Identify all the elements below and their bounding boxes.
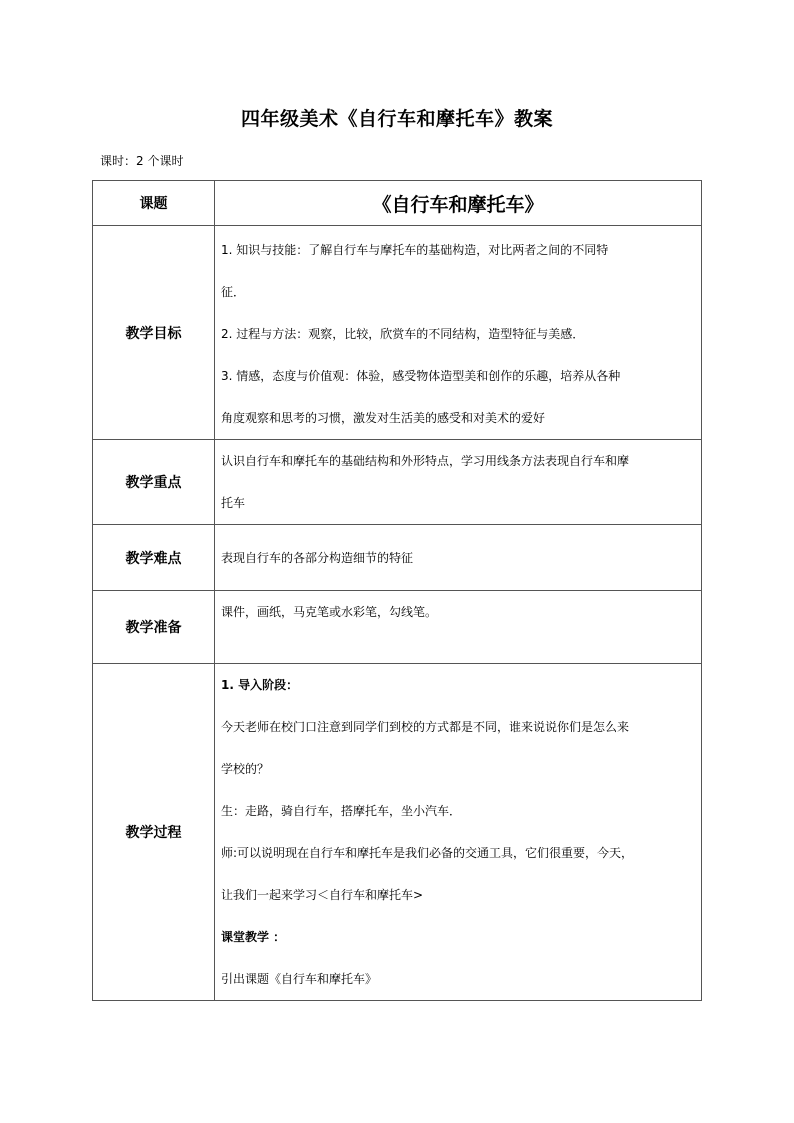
process-line: 让我们一起来学习＜自行车和摩托车>	[221, 888, 424, 902]
table-row-topic	[93, 181, 702, 226]
label-topic: 课题	[93, 181, 215, 226]
process-content	[215, 664, 702, 1001]
document-title: 四年级美术《自行车和摩托车》教案	[240, 108, 553, 130]
class-hours: 课时：2 个课时	[100, 154, 184, 168]
label-process: 教学过程	[93, 664, 215, 1001]
difficulties-line: 表现自行车的各部分构造细节的特征	[221, 550, 414, 565]
key-points-line: 认识自行车和摩托车的基础结构和外形特点，学习用线条方法表现自行车和摩	[221, 454, 630, 468]
process-line: 师:可以说明现在自行车和摩托车是我们必备的交通工具，它们很重要，今天，	[221, 846, 634, 860]
key-points-line: 托车	[221, 496, 246, 510]
label-key-points: 教学重点	[93, 440, 215, 525]
topic-value: 《自行车和摩托车》	[215, 181, 702, 226]
process-heading: 1. 导入阶段：	[221, 678, 299, 692]
process-subheading: 课堂教学 ：	[221, 930, 286, 944]
objectives-line: 征．	[221, 285, 246, 299]
table-row-preparation	[93, 591, 702, 664]
objectives-line: 2. 过程与方法：观察，比较，欣赏车的不同结构，造型特征与美感．	[221, 327, 585, 341]
process-line: 生：走路，骑自行车，搭摩托车，坐小汽车．	[221, 804, 462, 818]
table-row-objectives	[93, 226, 702, 440]
key-points-content	[215, 440, 702, 525]
label-objectives: 教学目标	[93, 226, 215, 440]
table-row-process	[93, 664, 702, 1001]
table-row-difficulties	[93, 525, 702, 591]
objectives-line: 1. 知识与技能：了解自行车与摩托车的基础构造，对比两者之间的不同特	[221, 243, 609, 257]
lesson-plan-table	[92, 180, 702, 1001]
objectives-line: 3. 情感，态度与价值观：体验，感受物体造型美和创作的乐趣，培养从各种	[221, 369, 621, 383]
difficulties-content	[215, 525, 702, 591]
objectives-content	[215, 226, 702, 440]
label-difficulties: 教学难点	[93, 525, 215, 591]
process-line: 引出课题《自行车和摩托车》	[221, 972, 378, 986]
preparation-content	[215, 591, 702, 664]
process-line: 学校的？	[221, 762, 270, 776]
table-row-key-points	[93, 440, 702, 525]
label-preparation: 教学准备	[93, 591, 215, 664]
objectives-line: 角度观察和思考的习惯，激发对生活美的感受和对美术的爱好	[221, 411, 546, 425]
preparation-line: 课件，画纸，马克笔或水彩笔，勾线笔。	[221, 605, 438, 619]
process-line: 今天老师在校门口注意到同学们到校的方式都是不同，谁来说说你们是怎么来	[221, 720, 630, 734]
